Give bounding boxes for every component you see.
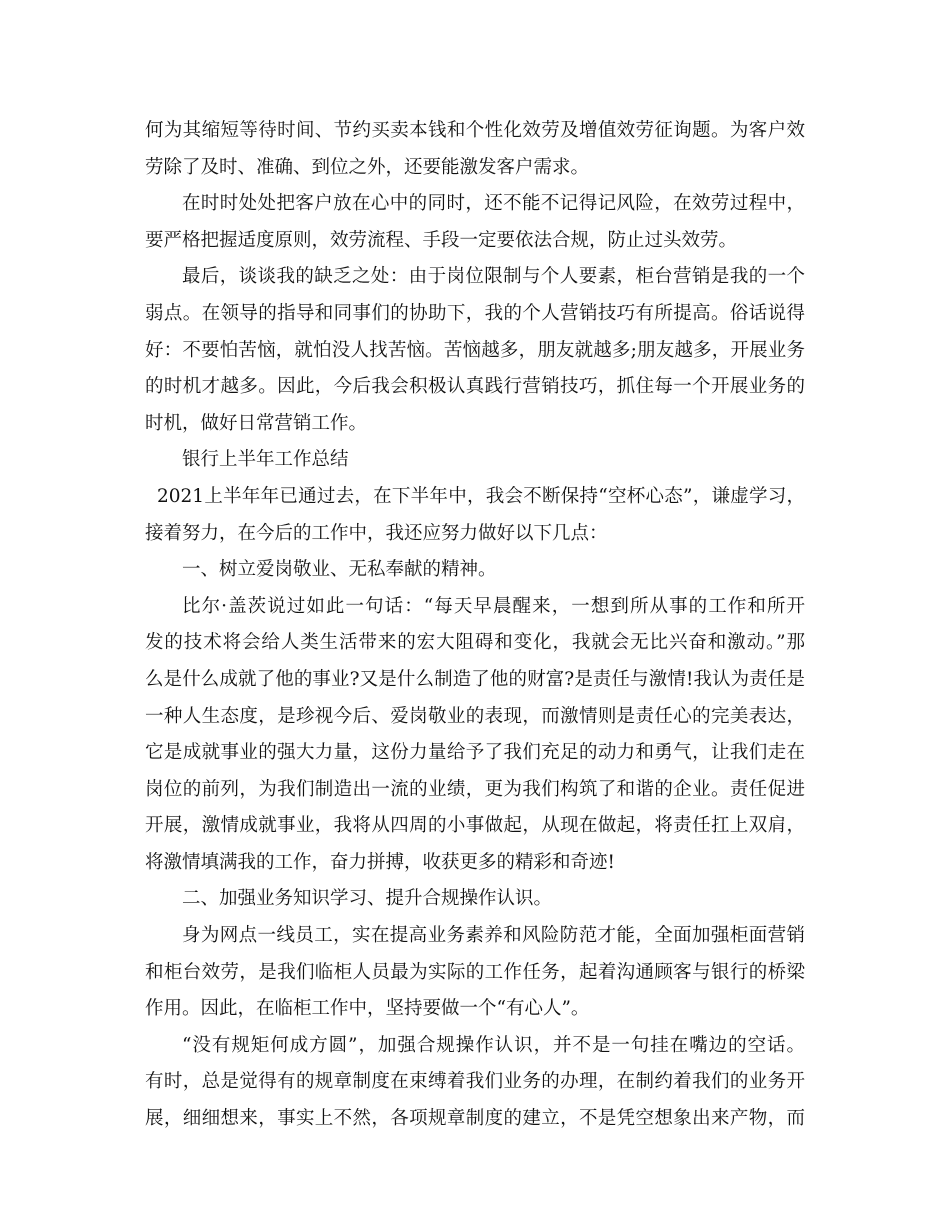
text-line: 岗位的前列，为我们制造出一流的业绩，更为我们构筑了和谐的企业。责任促进 [145,778,805,800]
text-line: 弱点。在领导的指导和同事们的协助下，我的个人营销技巧有所提高。俗话说得 [145,302,805,324]
text-line: 二、加强业务知识学习、提升合规操作认识。 [182,888,553,910]
text-line: 时机，做好日常营销工作。 [145,412,368,434]
text-line: 好：不要怕苦恼，就怕没人找苦恼。苦恼越多，朋友就越多;朋友越多，开展业务 [145,339,805,361]
text-line: 劳除了及时、准确、到位之外，还要能激发客户需求。 [145,156,590,178]
text-line: 展，细细想来，事实上不然，各项规章制度的建立，不是凭空想象出来产物，而 [145,1108,805,1130]
text-line: “没有规矩何成方圆”，加强合规操作认识，并不是一句挂在嘴边的空话。 [182,1034,805,1056]
document-body [145,113,805,1138]
text-line: 有时，总是觉得有的规章制度在束缚着我们业务的办理，在制约着我们的业务开 [145,1071,805,1093]
text-line: 发的技术将会给人类生活带来的宏大阻碍和变化，我就会无比兴奋和激动。”那 [145,632,805,654]
text-line: 的时机才越多。因此，今后我会积极认真践行营销技巧，抓住每一个开展业务的 [145,376,805,398]
text-line: 作用。因此，在临柜工作中，坚持要做一个“有心人”。 [145,998,590,1020]
text-line: 开展，激情成就事业，我将从四周的小事做起，从现在做起，将责任扛上双肩， [145,815,805,837]
text-line: 它是成就事业的强大力量，这份力量给予了我们充足的动力和勇气，让我们走在 [145,742,805,764]
text-line: 在时时处处把客户放在心中的同时，还不能不记得记风险，在效劳过程中， [182,193,805,215]
text-line: 比尔·盖茨说过如此一句话：“每天早晨醒来，一想到所从事的工作和所开 [182,595,805,617]
text-line: 么是什么成就了他的事业?又是什么制造了他的财富?是责任与激情!我认为责任是 [145,668,805,690]
text-line: 一种人生态度，是珍视今后、爱岗敬业的表现，而激情则是责任心的完美表达， [145,705,805,727]
text-line: 将激情填满我的工作，奋力拼搏，收获更多的精彩和奇迹! [145,851,615,873]
text-line: 2021上半年年已通过去，在下半年中，我会不断保持“空杯心态”，谦虚学习， [157,485,805,507]
text-line: 接着努力，在今后的工作中，我还应努力做好以下几点： [145,522,608,544]
text-line: 身为网点一线员工，实在提高业务素养和风险防范才能，全面加强柜面营销 [182,925,805,947]
text-line: 何为其缩短等待时间、节约买卖本钱和个性化效劳及增值效劳征询题。为客户效 [145,120,805,141]
text-line: 要严格把握适度原则，效劳流程、手段一定要依法合规，防止过头效劳。 [145,229,738,251]
text-line: 和柜台效劳，是我们临柜人员最为实际的工作任务，起着沟通顾客与银行的桥梁 [145,961,805,983]
text-line: 一、树立爱岗敬业、无私奉献的精神。 [182,559,497,581]
text-line: 最后，谈谈我的缺乏之处：由于岗位限制与个人要素，柜台营销是我的一个 [182,266,805,288]
text-line: 银行上半年工作总结 [182,449,349,471]
